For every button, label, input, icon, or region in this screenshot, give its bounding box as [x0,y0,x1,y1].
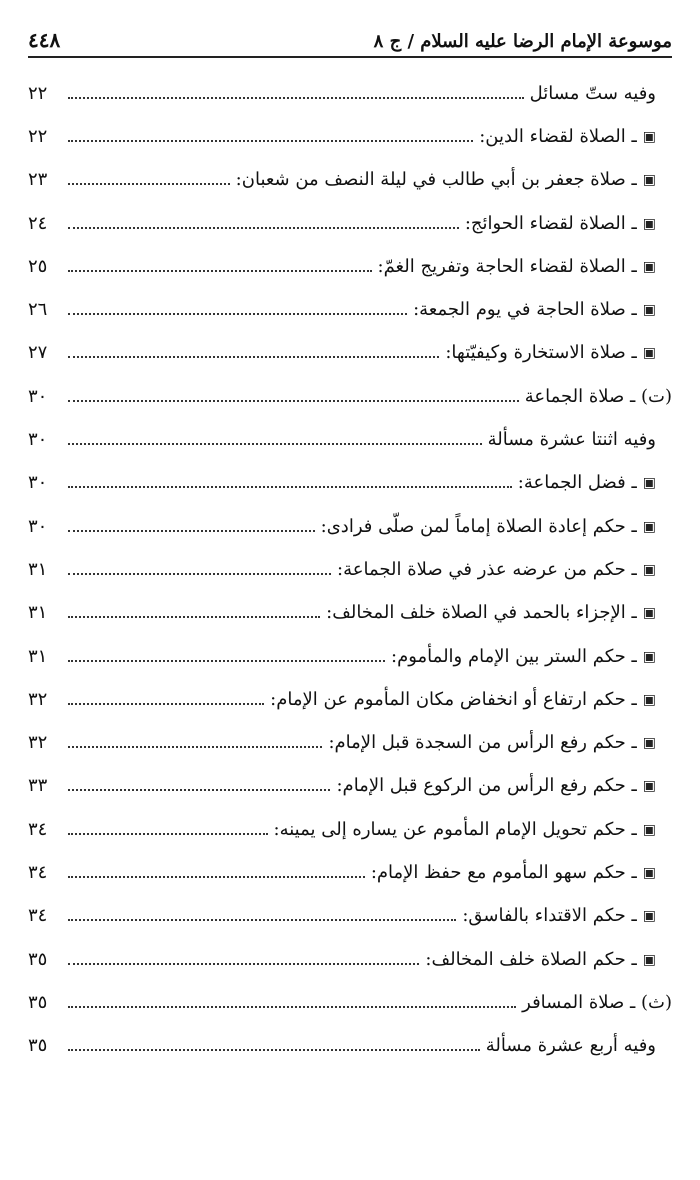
square-bullet-icon: ▣ [642,908,656,925]
dot-leader [68,616,320,618]
toc-entry-page-number: ٣٥ [28,991,48,1013]
toc-entry-title: ـ صلاة الحاجة في يوم الجمعة: [413,299,637,321]
dot-leader [68,963,419,965]
square-bullet-icon: ▣ [642,258,656,275]
dot-leader [68,140,473,142]
toc-entry-page-number: ٣٤ [28,818,48,840]
square-bullet-icon: ▣ [642,475,656,492]
toc-entry [28,548,672,591]
toc-entry-page-number: ٣١ [28,602,48,624]
square-bullet-icon: ▣ [642,215,656,232]
toc-entry-title: ـ حكم الصلاة خلف المخالف: [425,948,637,970]
toc-entry-page-number: ٣٢ [28,688,48,710]
toc-entry [28,288,672,331]
toc-entry-title: ـ الصلاة لقضاء الحاجة وتفريج الغمّ: [377,255,637,277]
square-bullet-icon: ▣ [642,172,656,189]
toc-entry-page-number: ٢٣ [28,169,48,191]
dot-leader [68,573,331,575]
running-title: موسوعة الإمام الرضا عليه السلام / ج ٨ [373,31,672,52]
dot-leader [68,183,230,185]
toc-entry-page-number: ٣٣ [28,775,48,797]
toc-entry-page-number: ٣٠ [28,385,48,407]
toc-entry [28,375,672,418]
toc-entry-title: وفيه ستّ مسائل [529,82,656,104]
dot-leader [68,486,512,488]
dot-leader [68,876,365,878]
toc-entry [28,981,672,1024]
toc-entry [28,765,672,808]
toc-entry-title: ـ فضل الجماعة: [517,472,637,494]
dot-leader [68,1006,516,1008]
toc-entry-page-number: ٣٥ [28,1035,48,1057]
toc-entry-title: ـ حكم من عرضه عذر في صلاة الجماعة: [337,558,637,580]
toc-entry [28,72,672,115]
dot-leader [68,270,372,272]
toc-entry-title: ـ الصلاة لقضاء الدين: [479,125,637,147]
page-header [28,24,672,58]
square-bullet-icon: ▣ [642,691,656,708]
toc-entry [28,808,672,851]
dot-leader [68,400,519,402]
toc-entry-title: ـ حكم تحويل الإمام المأموم عن يساره إلى يمينه: [273,818,637,840]
toc-entry-title: ـ حكم الستر بين الإمام والمأموم: [391,645,637,667]
toc-entry [28,1025,672,1068]
toc-entry-title: ـ صلاة جعفر بن أبي طالب في ليلة النصف من شعبان: [235,169,637,191]
toc-entry [28,851,672,894]
toc-entry-page-number: ٣٤ [28,861,48,883]
toc-entry-title: (ث) ـ صلاة المسافر [522,991,672,1013]
toc-entry [28,159,672,202]
square-bullet-icon: ▣ [642,302,656,319]
square-bullet-icon: ▣ [642,821,656,838]
dot-leader [68,356,439,358]
square-bullet-icon: ▣ [642,735,656,752]
toc-entry-page-number: ٢٧ [28,342,48,364]
toc-entry-title: ـ حكم سهو المأموم مع حفظ الإمام: [370,861,637,883]
square-bullet-icon: ▣ [642,605,656,622]
dot-leader [68,660,385,662]
toc-entry-title: ـ حكم الاقتداء بالفاسق: [462,905,637,927]
toc-entry-page-number: ٢٤ [28,212,48,234]
dot-leader [68,833,268,835]
toc-entry [28,202,672,245]
toc-entry-page-number: ٣٠ [28,472,48,494]
square-bullet-icon: ▣ [642,951,656,968]
square-bullet-icon: ▣ [642,778,656,795]
toc-entry [28,592,672,635]
square-bullet-icon: ▣ [642,518,656,535]
toc-entry-page-number: ٢٢ [28,82,48,104]
toc-entry-page-number: ٢٦ [28,299,48,321]
toc-entry [28,245,672,288]
toc-entry [28,895,672,938]
dot-leader [68,443,482,445]
toc-entry [28,115,672,158]
square-bullet-icon: ▣ [642,561,656,578]
toc-entry-page-number: ٣١ [28,645,48,667]
page-number: ٤٤٨ [28,28,61,52]
dot-leader [68,313,407,315]
toc-entry [28,418,672,461]
square-bullet-icon: ▣ [642,345,656,362]
toc-entry-page-number: ٣٤ [28,905,48,927]
dot-leader [68,1049,480,1051]
toc-entry-page-number: ٢٥ [28,255,48,277]
square-bullet-icon: ▣ [642,648,656,665]
dot-leader [68,227,459,229]
toc-entry-page-number: ٣٠ [28,515,48,537]
toc-entry-title: ـ الصلاة لقضاء الحوائج: [464,212,637,234]
toc-entry-title: ـ حكم رفع الرأس من الركوع قبل الإمام: [336,775,637,797]
toc-entry-page-number: ٣٥ [28,948,48,970]
toc-entry [28,332,672,375]
toc-entry-page-number: ٣٢ [28,732,48,754]
toc-entry [28,635,672,678]
toc-entry-page-number: ٣١ [28,558,48,580]
toc-entry-title: وفيه اثنتا عشرة مسألة [487,429,656,451]
toc-entry-title: ـ حكم إعادة الصلاة إماماً لمن صلّى فرادى: [320,515,637,537]
dot-leader [68,703,264,705]
toc-entry-title: ـ الإجزاء بالحمد في الصلاة خلف المخالف: [326,602,637,624]
toc-entry-title: ـ حكم رفع الرأس من السجدة قبل الإمام: [328,732,637,754]
dot-leader [68,97,524,99]
toc-entry-page-number: ٣٠ [28,429,48,451]
toc-entry-title: ـ صلاة الاستخارة وكيفيّتها: [445,342,637,364]
toc-entry [28,505,672,548]
toc-entry-title: ـ حكم ارتفاع أو انخفاض مكان المأموم عن الإمام: [270,688,637,710]
toc-entry [28,462,672,505]
toc-entry [28,678,672,721]
dot-leader [68,530,315,532]
toc-entry [28,938,672,981]
dot-leader [68,746,322,748]
dot-leader [68,919,456,921]
toc-entry [28,721,672,764]
toc-entry-title: وفيه أربع عشرة مسألة [485,1035,656,1057]
square-bullet-icon: ▣ [642,128,656,145]
toc-entry-page-number: ٢٢ [28,125,48,147]
table-of-contents [28,72,672,1068]
square-bullet-icon: ▣ [642,864,656,881]
toc-entry-title: (ت) ـ صلاة الجماعة [524,385,672,407]
dot-leader [68,789,330,791]
